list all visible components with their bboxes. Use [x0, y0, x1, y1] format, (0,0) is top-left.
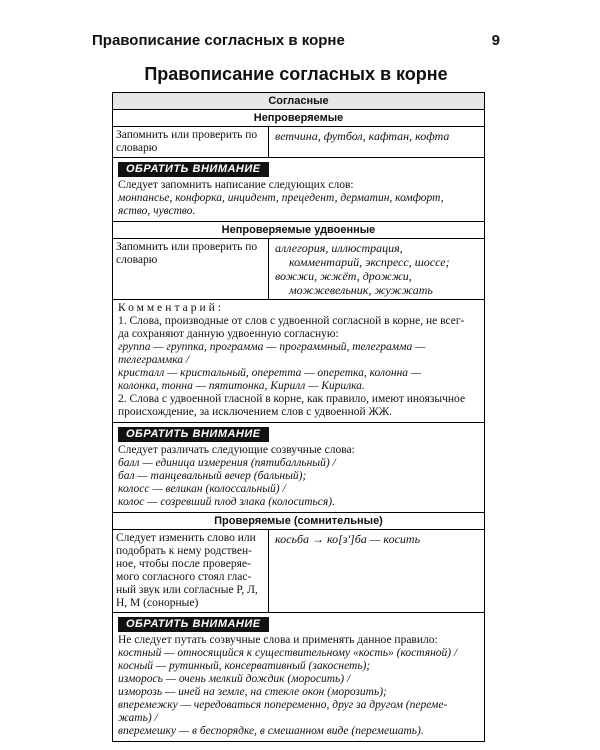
running-head	[92, 32, 500, 54]
notice-line: вперемежку — чередоваться попеременно, друг за другом (переме-	[118, 699, 448, 711]
comment-line: происхождение, за исключением слов с удвоенной ЖЖ.	[118, 406, 392, 418]
table-row	[113, 239, 484, 300]
example-line: косьба → ко[з']ба — косить	[275, 532, 421, 546]
example-line: можжевельник, жужжать	[289, 283, 433, 297]
notice-line: Следует различать следующие созвучные слова:	[118, 444, 355, 456]
examples-cell	[269, 530, 484, 612]
comment-line: колонка, тонна — пятитонка, Кирилл — Кирилка.	[118, 380, 365, 392]
comment-heading: Комментарий:	[118, 302, 224, 314]
examples-cell	[269, 239, 484, 299]
comment-line: телеграммка /	[118, 354, 190, 366]
page-number: 9	[491, 32, 500, 49]
notice-block	[113, 158, 484, 222]
rule-line: мого согласного стоял глас-	[116, 571, 252, 583]
notice-block	[113, 423, 484, 513]
comment-block	[113, 300, 484, 423]
attention-badge: ОБРАТИТЬ ВНИМАНИЕ	[118, 427, 269, 442]
example-line: комментарий, экспресс, шоссе;	[289, 255, 450, 269]
rule-line: Следует изменить слово или	[116, 532, 256, 544]
notice-line: косный — рутинный, консервативный (закоснеть);	[118, 660, 371, 672]
notice-line: монпансье, конфорка, инцидент, прецедент, дерматин, комфорт,	[118, 192, 444, 204]
notice-line: Следует запомнить написание следующих слов:	[118, 179, 354, 191]
notice-block	[113, 613, 484, 741]
page-title: Правописание согласных в корне	[144, 64, 448, 84]
section-heading-doubled: Непроверяемые удвоенные	[113, 222, 484, 239]
comment-line: 2. Слова с удвоенной гласной в корне, как правило, имеют иноязычное	[118, 393, 466, 405]
notice-line: вперемешку — в беспорядке, в смешанном виде (перемешать).	[118, 725, 424, 737]
section-heading-unverifiable: Непроверяемые	[113, 110, 484, 127]
notice-line: балл — единица измерения (пятибалльный) /	[118, 457, 336, 469]
section-heading-verifiable: Проверяемые (сомнительные)	[113, 513, 484, 530]
table-row	[113, 530, 484, 613]
notice-line: костный — относящийся к существительному «кость» (костяной) /	[118, 647, 458, 659]
comment-line: 1. Слова, производные от слов с удвоенной согласной в корне, не всег-	[118, 315, 465, 327]
rule-line: Н, М (сонорные)	[116, 597, 199, 609]
examples-cell	[269, 127, 484, 157]
notice-line: жать) /	[118, 712, 158, 724]
comment-line: да сохраняют данную удвоенную согласную:	[118, 328, 339, 340]
comment-line: кристалл — кристальный, оперетта — оперетка, колонна —	[118, 367, 422, 379]
rule-line: ное, чтобы после проверяе-	[116, 558, 251, 570]
rule-line: подобрать к нему родствен-	[116, 545, 252, 557]
example-line: вожжи, жжёт, дрожжи,	[275, 269, 412, 283]
table-header: Согласные	[113, 93, 484, 110]
notice-line: яство, чувство.	[118, 205, 196, 217]
notice-line: бал — танцевальный вечер (бальный);	[118, 470, 307, 482]
comment-line: группа — группка, программа — программный, телеграмма —	[118, 341, 426, 353]
notice-line: Не следует путать созвучные слова и применять данное правило:	[118, 634, 438, 646]
notice-line: колосс — великан (колоссальный) /	[118, 483, 286, 495]
rule-cell	[113, 530, 269, 612]
table-row	[113, 127, 484, 158]
rule-cell: Запомнить или проверить по словарю	[113, 239, 269, 299]
rule-cell: Запомнить или проверить по словарю	[113, 127, 269, 157]
rules-table	[112, 92, 485, 742]
notice-line: изморозь — иней на земле, на стекле окон (морозить);	[118, 686, 387, 698]
attention-badge: ОБРАТИТЬ ВНИМАНИЕ	[118, 162, 269, 177]
notice-line: колос — созревший плод злака (колоситься).	[118, 496, 335, 508]
example-line: аллегория, иллюстрация,	[275, 241, 403, 255]
running-head-title: Правописание согласных в корне	[92, 32, 345, 49]
notice-line: изморось — очень мелкий дождик (моросить) /	[118, 673, 351, 685]
example-line: ветчина, футбол, кафтан, кофта	[275, 129, 450, 143]
attention-badge: ОБРАТИТЬ ВНИМАНИЕ	[118, 617, 269, 632]
rule-line: ный звук или согласные Р, Л,	[116, 584, 258, 596]
